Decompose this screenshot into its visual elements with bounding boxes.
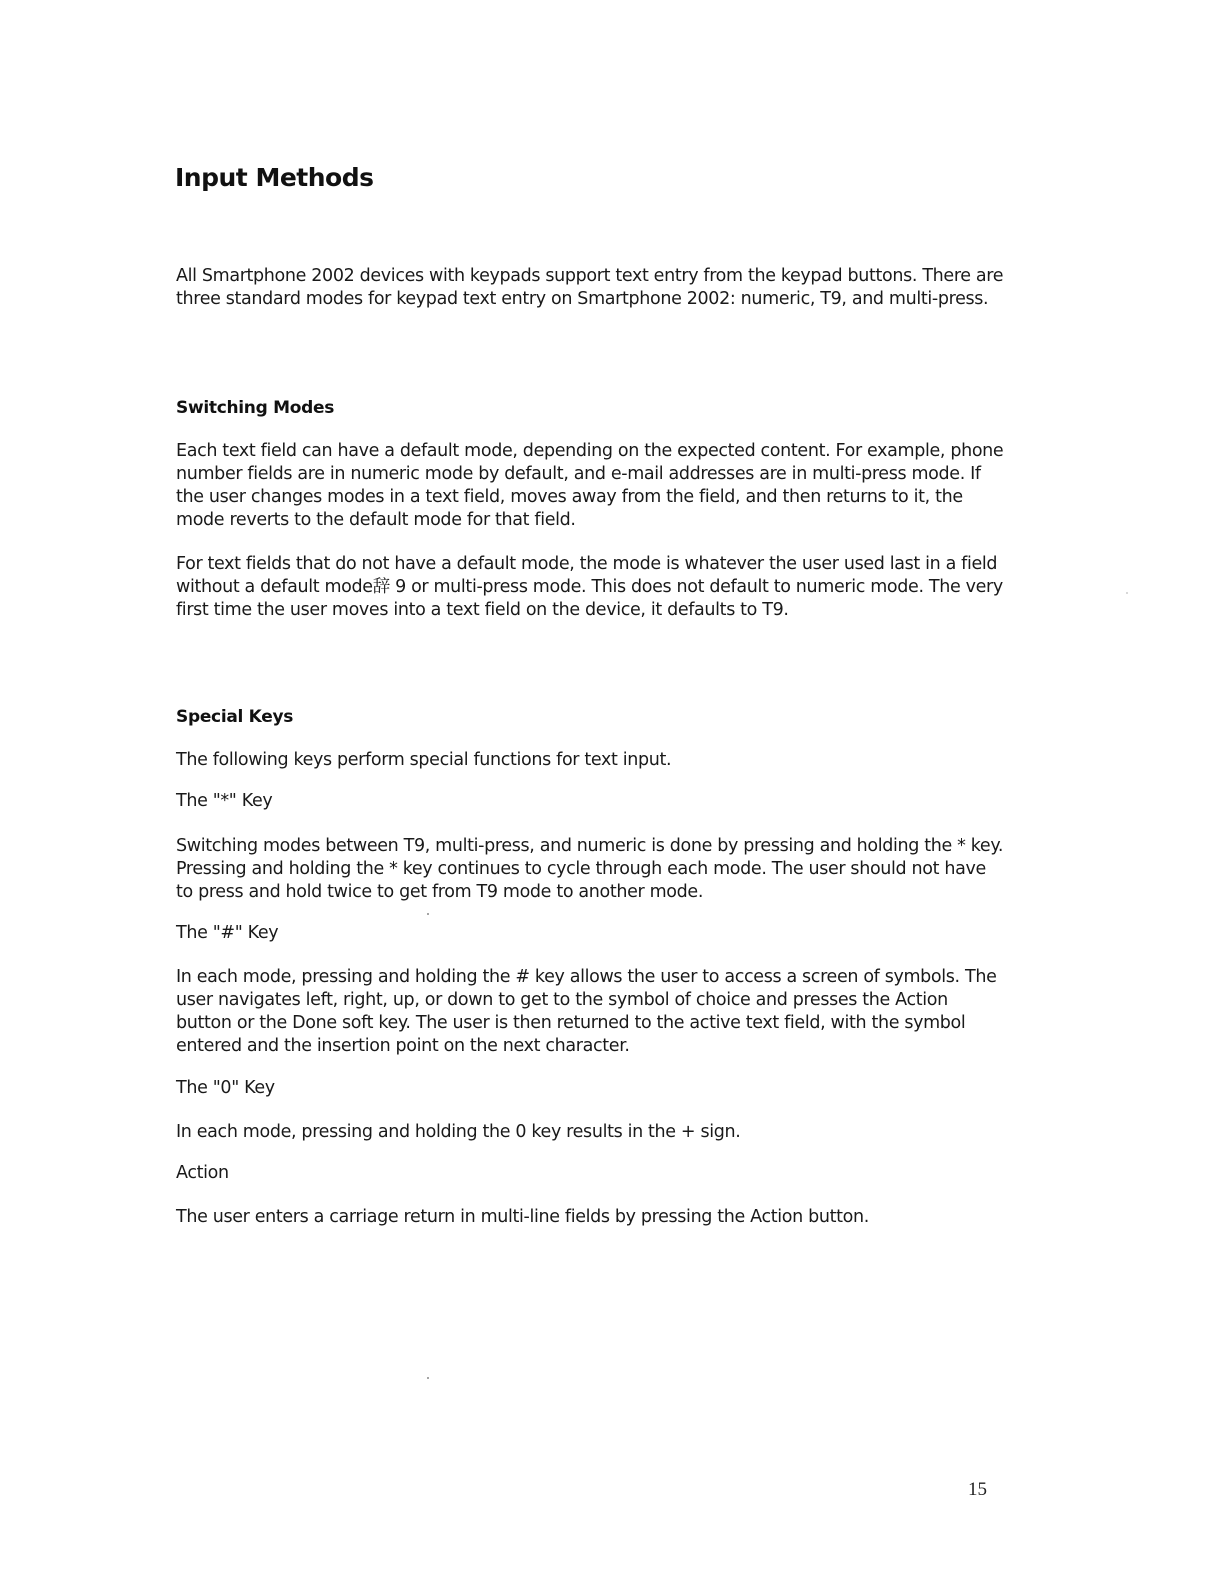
scan-speck [1126,592,1128,594]
page-number: 15 [968,1479,987,1500]
star-key-paragraph: Switching modes between T9, multi-press, and numeric is done by pressing and holding the * key. Pressing and holding the * key continues to cycle through each mode. The user should not have to press and hold twice to get from T9 mode to another mode. [176,836,1004,902]
switching-modes-heading: Switching Modes [176,398,335,418]
page-title: Input Methods [175,163,374,192]
star-key-label: The "*" Key [176,791,273,811]
hash-key-label: The "#" Key [176,923,279,943]
intro-paragraph: All Smartphone 2002 devices with keypads support text entry from the keypad buttons. There are three standard modes for keypad text entry on Smartphone 2002: numeric, T9, and multi-press. [176,266,1004,309]
scan-speck [427,1377,429,1379]
special-keys-heading: Special Keys [176,707,294,727]
action-paragraph: The user enters a carriage return in multi-line fields by pressing the Action button. [176,1207,869,1227]
scan-speck [427,913,429,915]
zero-key-paragraph: In each mode, pressing and holding the 0 key results in the + sign. [176,1122,741,1142]
switching-modes-paragraph-1: Each text field can have a default mode, depending on the expected content. For example, phone number fields are in numeric mode by default, and e-mail addresses are in multi-press mode. If the user changes modes in a text field, moves away from the field, and then returns to it, the mode reverts to the default mode for that field. [176,441,1004,530]
switching-modes-paragraph-2: For text fields that do not have a default mode, the mode is whatever the user used last in a field without a default mode辞 9 or multi-press mode. This does not default to numeric mode. The very first time the user moves into a text field on the device, it defaults to T9. [176,554,1003,620]
action-label: Action [176,1163,229,1183]
hash-key-paragraph: In each mode, pressing and holding the # key allows the user to access a screen of symbols. The user navigates left, right, up, or down to get to the symbol of choice and presses the Action button or the Done soft key. The user is then returned to the active text field, with the symbol entered and the insertion point on the next character. [176,967,997,1056]
zero-key-label: The "0" Key [176,1078,275,1098]
special-keys-intro: The following keys perform special functions for text input. [176,750,672,770]
